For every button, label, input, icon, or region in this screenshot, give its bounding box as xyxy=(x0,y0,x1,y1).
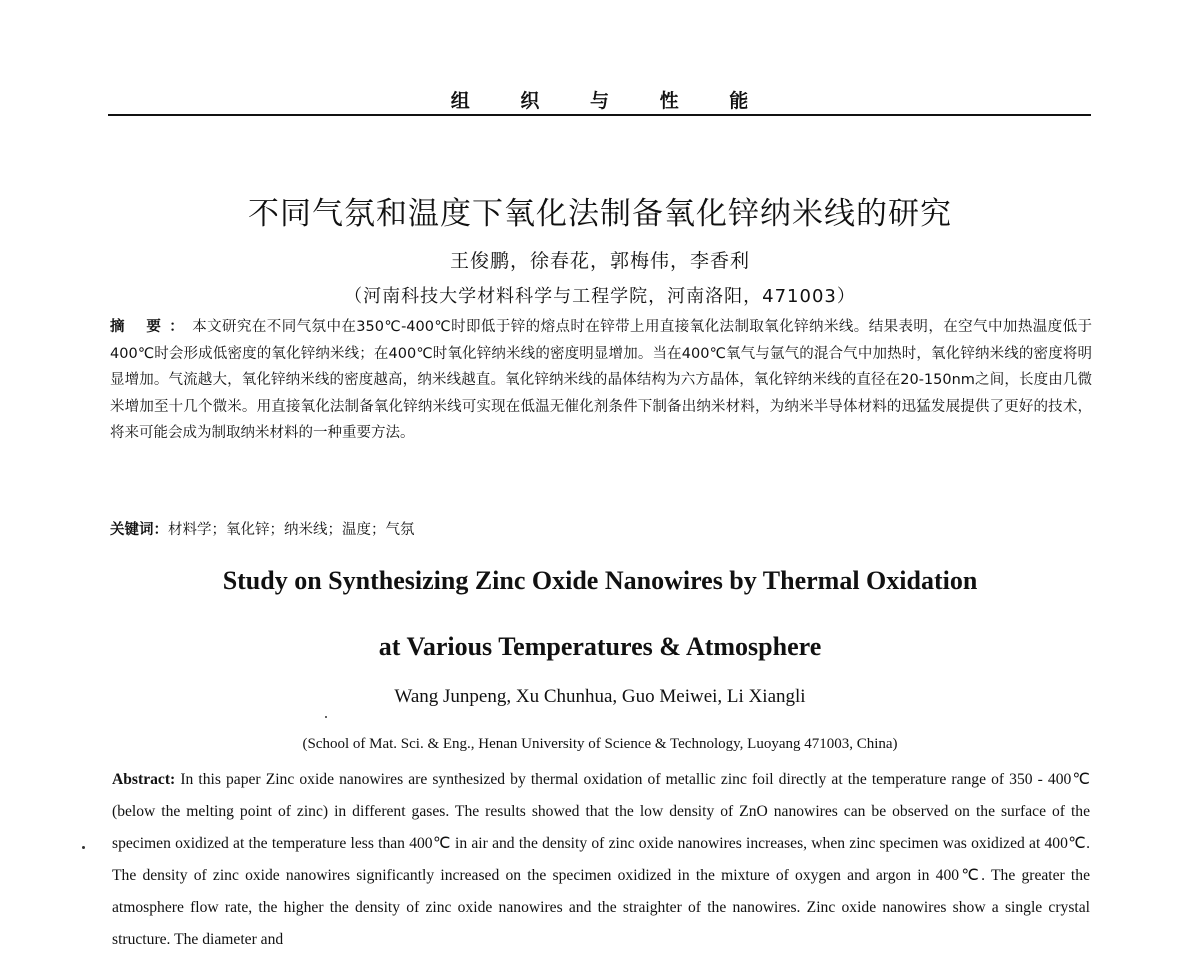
abstract-english-label: Abstract: xyxy=(112,771,176,788)
authors-chinese: 王俊鹏，徐春花，郭梅伟，李香利 xyxy=(449,250,750,272)
header-divider xyxy=(108,114,1091,116)
title-english-line-1: Study on Synthesizing Zinc Oxide Nanowires by Thermal Oxidation xyxy=(222,566,978,595)
keywords-chinese xyxy=(110,518,1092,539)
scan-speck xyxy=(325,716,327,718)
abstract-english xyxy=(112,764,1090,956)
keywords-chinese-text: 材料学；氧化锌；纳米线；温度；气氛 xyxy=(168,522,415,538)
abstract-chinese-label: 摘 要： xyxy=(110,319,193,335)
keywords-chinese-label: 关键词： xyxy=(110,522,168,538)
title-chinese: 不同气氛和温度下氧化法制备氧化锌纳米线的研究 xyxy=(248,196,952,232)
scan-speck xyxy=(82,846,85,849)
abstract-english-text: In this paper Zinc oxide nanowires are synthesized by thermal oxidation of metallic zinc foil directly at the temperature range of 350 - 400℃ (below the melting point of zinc) in different gases. The results showed that the low density of ZnO nanowires can be observed on the surface of the specimen oxidized at the temperature less than 400℃ in air and the density of zinc oxide nanowires increases, when zinc specimen was oxidized at 400℃. The density of zinc oxide nanowires significantly increased on the specimen oxidized in the mixture of oxygen and argon in 400℃. The greater the atmosphere flow rate, the higher the density of zinc oxide nanowires and the straighter of the nanowires. Zinc oxide nanowires show a single crystal structure. The diameter and xyxy=(112,771,1090,948)
title-english-line-2: at Various Temperatures & Atmosphere xyxy=(378,632,822,661)
authors-english: Wang Junpeng, Xu Chunhua, Guo Meiwei, Li Xiangli xyxy=(394,686,806,707)
abstract-chinese xyxy=(110,314,1092,447)
abstract-chinese-text: 本文研究在不同气氛中在350℃-400℃时即低于锌的熔点时在锌带上用直接氧化法制取氧化锌纳米线。结果表明，在空气中加热温度低于400℃时会形成低密度的氧化锌纳米线；在400℃时氧化锌纳米线的密度明显增加。当在400℃氧气与氩气的混合气中加热时，氧化锌纳米线的密度将明显增加。气流越大，氧化锌纳米线的密度越高，纳米线越直。氧化锌纳米线的晶体结构为六方晶体，氧化锌纳米线的直径在20-150nm之间，长度由几微米增加至十几个微米。用直接氧化法制备氧化锌纳米线可实现在低温无催化剂条件下制备出纳米材料，为纳米半导体材料的迅猛发展提供了更好的技术，将来可能会成为制取纳米材料的一种重要方法。 xyxy=(110,319,1092,441)
affiliation-english: (School of Mat. Sci. & Eng., Henan University of Science & Technology, Luoyang 471003, China) xyxy=(302,736,898,752)
section-header: 组 织 与 性 能 xyxy=(450,90,771,112)
affiliation-chinese: （河南科技大学材料科学与工程学院，河南洛阳，471003） xyxy=(344,286,856,307)
